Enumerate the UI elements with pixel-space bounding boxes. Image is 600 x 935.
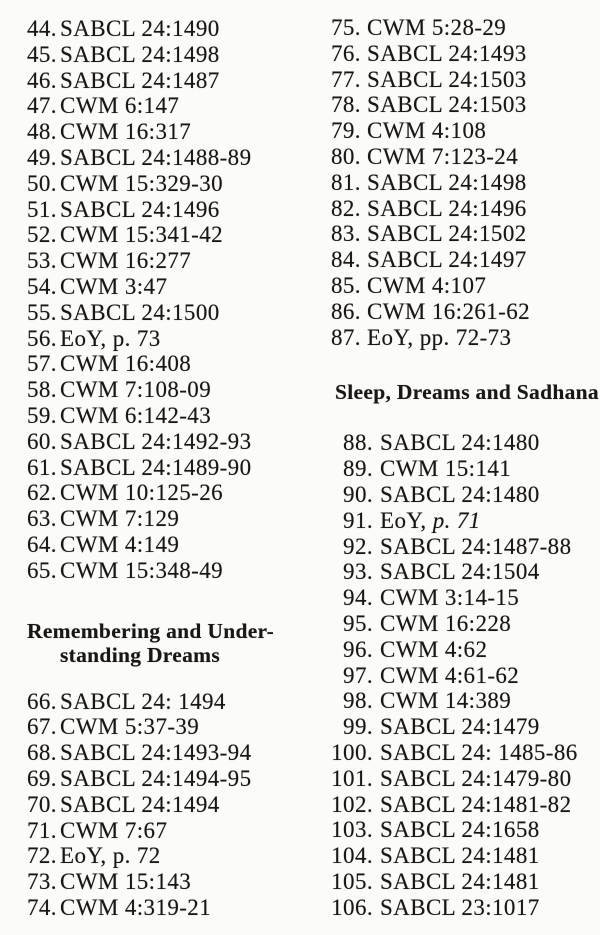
column-right <box>300 15 598 921</box>
reference-entry <box>300 430 598 456</box>
entry-number: 92. <box>343 533 373 559</box>
entry-number: 75. <box>331 15 361 40</box>
entry-reference: SABCL 24:1496 <box>367 195 527 221</box>
reference-list-75-87 <box>300 15 598 350</box>
entry-reference: CWM 4:61-62 <box>380 662 520 688</box>
entry-number: 76. <box>331 40 361 66</box>
reference-entry <box>300 688 598 714</box>
entry-number: 78. <box>331 92 361 118</box>
entry-number: 47. <box>27 93 57 119</box>
entry-number: 104. <box>331 843 373 869</box>
reference-entry <box>300 170 598 196</box>
reference-entry <box>27 869 299 895</box>
entry-reference: SABCL 24:1494 <box>60 791 220 817</box>
entry-reference: SABCL 24:1497 <box>367 247 527 273</box>
entry-number: 105. <box>331 868 373 894</box>
entry-reference: CWM 15:329-30 <box>60 170 223 196</box>
entry-reference: CWM 3:47 <box>60 273 168 299</box>
entry-number: 59. <box>27 402 57 428</box>
entry-number: 54. <box>27 273 57 299</box>
entry-reference: CWM 10:125-26 <box>60 480 223 506</box>
entry-reference: SABCL 24:1504 <box>380 559 540 585</box>
reference-entry <box>300 456 598 482</box>
entry-number: 80. <box>331 143 361 169</box>
reference-entry <box>300 714 598 740</box>
reference-entry <box>300 325 598 351</box>
entry-reference: SABCL 24:1480 <box>380 481 540 507</box>
entry-reference: EoY, p. 71 <box>380 507 481 533</box>
reference-entry <box>27 766 299 792</box>
reference-entry <box>27 68 299 94</box>
reference-entry <box>27 377 299 403</box>
entry-number: 57. <box>27 351 57 377</box>
reference-entry <box>300 637 598 663</box>
entry-reference: CWM 6:142-43 <box>60 402 212 428</box>
entry-reference: SABCL 24:1481-82 <box>380 791 572 817</box>
entry-number: 94. <box>343 585 373 611</box>
reference-list-44-65 <box>27 16 299 584</box>
reference-entry <box>27 506 299 532</box>
entry-reference: SABCL 24:1496 <box>60 196 220 222</box>
entry-number: 53. <box>27 248 57 274</box>
reference-entry <box>300 247 598 273</box>
reference-entry <box>27 714 299 740</box>
entry-number: 90. <box>343 481 373 507</box>
entry-number: 56. <box>27 325 57 351</box>
reference-entry <box>300 740 598 766</box>
entry-number: 62. <box>27 480 57 506</box>
entry-number: 64. <box>27 531 57 557</box>
entry-number: 61. <box>27 454 57 480</box>
entry-number: 74. <box>27 894 57 920</box>
entry-reference: SABCL 24:1500 <box>60 299 220 325</box>
reference-entry <box>300 869 598 895</box>
entry-reference: SABCL 24:1658 <box>380 817 540 843</box>
entry-reference: SABCL 23:1017 <box>380 894 540 920</box>
reference-entry <box>27 248 299 274</box>
entry-reference: SABCL 24:1498 <box>367 169 527 195</box>
entry-reference: SABCL 24: 1485-86 <box>380 739 578 765</box>
entry-number: 88. <box>343 430 373 456</box>
entry-reference: CWM 5:28-29 <box>367 15 507 40</box>
reference-entry <box>27 792 299 818</box>
reference-entry <box>27 403 299 429</box>
entry-number: 58. <box>27 377 57 403</box>
entry-reference: SABCL 24:1494-95 <box>60 765 252 791</box>
entry-number: 68. <box>27 740 57 766</box>
entry-number: 86. <box>331 298 361 324</box>
reference-entry <box>27 818 299 844</box>
entry-reference: CWM 14:389 <box>380 688 512 714</box>
entry-number: 77. <box>331 66 361 92</box>
entry-reference: CWM 4:108 <box>367 118 487 144</box>
reference-entry <box>27 274 299 300</box>
reference-entry <box>27 843 299 869</box>
reference-entry <box>300 611 598 637</box>
entry-number: 102. <box>331 791 373 817</box>
reference-entry <box>300 299 598 325</box>
entry-reference: CWM 5:37-39 <box>60 714 200 740</box>
entry-number: 60. <box>27 428 57 454</box>
entry-number: 73. <box>27 869 57 895</box>
entry-number: 85. <box>331 272 361 298</box>
entry-number: 83. <box>331 221 361 247</box>
entry-reference: SABCL 24:1503 <box>367 92 527 118</box>
entry-reference: CWM 15:143 <box>60 869 192 895</box>
reference-entry <box>300 273 598 299</box>
reference-entry <box>300 792 598 818</box>
reference-entry <box>27 558 299 584</box>
entry-number: 46. <box>27 67 57 93</box>
entry-reference: SABCL 24:1488-89 <box>60 144 252 170</box>
entry-reference: CWM 16:317 <box>60 119 192 145</box>
entry-reference: EoY, p. 73 <box>60 325 161 351</box>
reference-entry <box>300 766 598 792</box>
reference-entry <box>27 740 299 766</box>
entry-number: 100. <box>331 739 373 765</box>
reference-entry <box>300 92 598 118</box>
entry-number: 87. <box>331 324 361 350</box>
entry-number: 67. <box>27 714 57 740</box>
reference-entry <box>300 67 598 93</box>
reference-entry <box>300 196 598 222</box>
entry-number: 45. <box>27 41 57 67</box>
entry-reference: SABCL 24:1487 <box>60 67 220 93</box>
reference-entry <box>27 300 299 326</box>
entry-reference: CWM 7:123-24 <box>367 143 519 169</box>
reference-entry <box>300 585 598 611</box>
entry-number: 93. <box>343 559 373 585</box>
entry-reference: EoY, pp. 72-73 <box>367 324 512 350</box>
entry-number: 52. <box>27 222 57 248</box>
reference-entry <box>27 197 299 223</box>
section-heading-sleep-dreams-sadhana: Sleep, Dreams and Sadhana <box>335 380 599 405</box>
entry-number: 49. <box>27 144 57 170</box>
reference-entry <box>27 171 299 197</box>
heading-line: Remembering and Under- <box>27 618 275 643</box>
entry-number: 63. <box>27 506 57 532</box>
reference-entry <box>27 145 299 171</box>
entry-reference: CWM 6:147 <box>60 93 180 119</box>
entry-number: 65. <box>27 557 57 583</box>
section-heading-remembering-dreams <box>27 619 299 667</box>
reference-entry <box>27 351 299 377</box>
reference-list-88-106 <box>300 430 598 920</box>
entry-reference: EoY, p. 72 <box>60 843 161 869</box>
entry-number: 99. <box>343 714 373 740</box>
reference-entry <box>300 221 598 247</box>
entry-number: 95. <box>343 610 373 636</box>
entry-reference: CWM 7:129 <box>60 506 180 532</box>
reference-entry <box>27 93 299 119</box>
reference-entry <box>300 144 598 170</box>
reference-entry <box>27 429 299 455</box>
column-left <box>27 16 299 921</box>
entry-number: 103. <box>331 817 373 843</box>
entry-number: 50. <box>27 170 57 196</box>
entry-reference: CWM 7:67 <box>60 817 168 843</box>
entry-reference: CWM 15:341-42 <box>60 222 223 248</box>
entry-reference: CWM 16:277 <box>60 248 192 274</box>
entry-number: 101. <box>331 765 373 791</box>
entry-number: 51. <box>27 196 57 222</box>
entry-number: 48. <box>27 119 57 145</box>
entry-reference: CWM 16:228 <box>380 610 512 636</box>
entry-reference: SABCL 24:1490 <box>60 16 220 41</box>
entry-reference: CWM 4:62 <box>380 636 488 662</box>
entry-number: 97. <box>343 662 373 688</box>
entry-number: 69. <box>27 765 57 791</box>
entry-reference: SABCL 24:1479-80 <box>380 765 572 791</box>
entry-number: 81. <box>331 169 361 195</box>
reference-entry <box>300 482 598 508</box>
reference-list-66-74 <box>27 689 299 921</box>
entry-reference: SABCL 24:1498 <box>60 41 220 67</box>
entry-reference: SABCL 24:1479 <box>380 714 540 740</box>
reference-entry <box>27 326 299 352</box>
entry-number: 82. <box>331 195 361 221</box>
entry-number: 79. <box>331 118 361 144</box>
reference-entry <box>300 118 598 144</box>
entry-reference: CWM 16:261-62 <box>367 298 530 324</box>
entry-number: 71. <box>27 817 57 843</box>
entry-reference: SABCL 24:1493-94 <box>60 740 252 766</box>
entry-number: 96. <box>343 636 373 662</box>
reference-entry <box>27 689 299 715</box>
reference-entry <box>27 480 299 506</box>
entry-number: 55. <box>27 299 57 325</box>
entry-reference: CWM 15:348-49 <box>60 557 223 583</box>
reference-entry <box>300 895 598 921</box>
entry-reference: SABCL 24:1481 <box>380 843 540 869</box>
reference-entry <box>27 16 299 42</box>
heading-line: standing Dreams <box>60 642 220 667</box>
entry-reference: SABCL 24:1487-88 <box>380 533 572 559</box>
entry-reference: SABCL 24: 1494 <box>60 688 226 714</box>
entry-reference: CWM 4:107 <box>367 272 487 298</box>
entry-number: 98. <box>343 688 373 714</box>
entry-reference: SABCL 24:1502 <box>367 221 527 247</box>
reference-entry <box>300 508 598 534</box>
entry-reference: CWM 16:408 <box>60 351 192 377</box>
reference-entry <box>300 843 598 869</box>
reference-entry <box>27 532 299 558</box>
entry-reference: SABCL 24:1480 <box>380 430 540 456</box>
entry-number: 91. <box>343 507 373 533</box>
reference-entry <box>300 817 598 843</box>
entry-reference: SABCL 24:1489-90 <box>60 454 252 480</box>
entry-number: 70. <box>27 791 57 817</box>
entry-reference: SABCL 24:1481 <box>380 868 540 894</box>
reference-entry <box>27 119 299 145</box>
reference-entry <box>27 42 299 68</box>
entry-number: 106. <box>331 894 373 920</box>
reference-entry <box>300 534 598 560</box>
entry-number: 84. <box>331 247 361 273</box>
entry-reference: SABCL 24:1493 <box>367 40 527 66</box>
reference-entry <box>300 41 598 67</box>
reference-entry <box>300 15 598 41</box>
entry-number: 66. <box>27 688 57 714</box>
reference-entry <box>27 222 299 248</box>
entry-reference: SABCL 24:1492-93 <box>60 428 252 454</box>
reference-entry <box>300 559 598 585</box>
entry-number: 89. <box>343 456 373 482</box>
reference-entry <box>300 663 598 689</box>
entry-reference: CWM 3:14-15 <box>380 585 520 611</box>
entry-number: 44. <box>27 16 57 41</box>
entry-reference: CWM 15:141 <box>380 456 512 482</box>
reference-entry <box>27 895 299 921</box>
reference-entry <box>27 455 299 481</box>
entry-reference: CWM 4:149 <box>60 531 180 557</box>
entry-reference: SABCL 24:1503 <box>367 66 527 92</box>
entry-number: 72. <box>27 843 57 869</box>
entry-reference: CWM 4:319-21 <box>60 894 212 920</box>
entry-reference: CWM 7:108-09 <box>60 377 212 403</box>
